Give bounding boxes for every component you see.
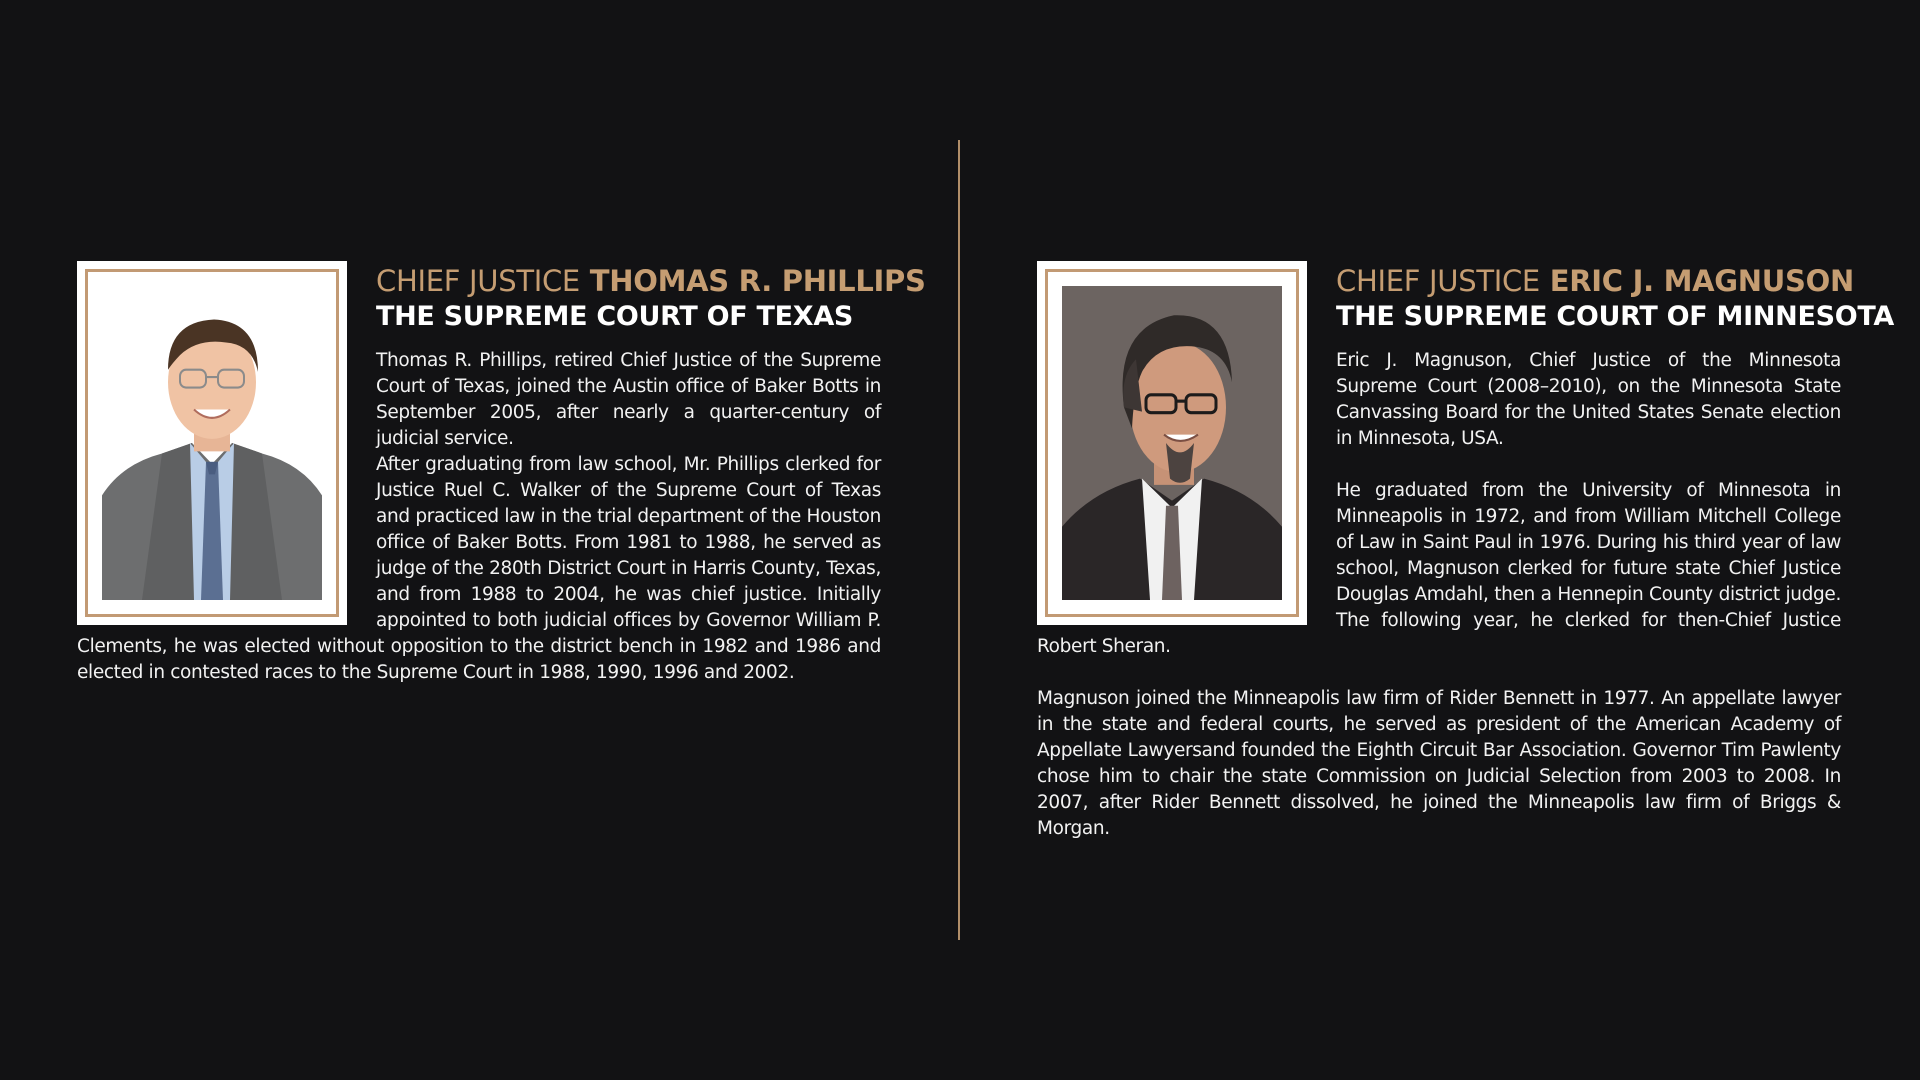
- bio-phillips: [77, 261, 926, 686]
- portrait-phillips: [102, 286, 322, 600]
- court-name-minnesota: THE SUPREME COURT OF MINNESOTA: [1336, 301, 1895, 332]
- justice-name: ERIC J. MAGNUSON: [1549, 264, 1854, 298]
- portrait-frame-magnuson: [1037, 261, 1307, 625]
- title-prefix: CHIEF JUSTICE: [376, 264, 580, 298]
- justice-name: THOMAS R. PHILLIPS: [589, 264, 926, 298]
- portrait-magnuson: [1062, 286, 1282, 600]
- center-divider: [958, 140, 960, 940]
- court-name-texas: THE SUPREME COURT OF TEXAS: [376, 301, 854, 332]
- bio-paragraph: Eric J. Magnuson, Chief Justice of the Minnesota Supreme Court (2008–2010), on the Minnesota State Canvassing Board for the United States Senate election in Minnesota, USA.: [1336, 350, 1841, 449]
- title-prefix: CHIEF JUSTICE: [1336, 264, 1540, 298]
- portrait-frame-phillips: [77, 261, 347, 625]
- bio-paragraph: Magnuson joined the Minneapolis law firm of Rider Bennett in 1977. An appellate lawyer in the state and federal courts, he served as president of the American Academy of Appellate Lawyersand founded the Eighth Circuit Bar Association. Governor Tim Pawlenty chose him to chair the state Commission on Judicial Selection from 2003 to 2008. In 2007, after Rider Bennett dissolved, he joined the Minneapolis law firm of Briggs & Morgan.: [1037, 688, 1841, 839]
- bio-magnuson: [1037, 261, 1895, 842]
- bio-paragraph: He graduated from the University of Minnesota in Minneapolis in 1972, and from William Mitchell College of Law in Saint Paul in 1976. During his third year of law school, Magnuson clerked for future state Chief Justice Douglas Amdahl, then a Hennepin County district judge. The following year, he clerked for then-Chief Justice Robert Sheran.: [1037, 480, 1841, 657]
- bio-paragraph: After graduating from law school, Mr. Phillips clerked for Justice Ruel C. Walker of the Supreme Court of Texas and practiced law in the trial department of the Houston office of Baker Botts. From 1981 to 1988, he served as judge of the 280th District Court in Harris County, Texas, and from 1988 to 2004, he was chief justice. Initially appointed to both judicial offices by Governor William P. Clements, he was elected without opposition to the district bench in 1982 and 1986 and elected in contested races to the Supreme Court in 1988, 1990, 1996 and 2002.: [77, 454, 881, 683]
- bio-paragraph: Thomas R. Phillips, retired Chief Justice of the Supreme Court of Texas, joined the Austin office of Baker Botts in September 2005, after nearly a quarter-century of judicial service.: [376, 350, 881, 449]
